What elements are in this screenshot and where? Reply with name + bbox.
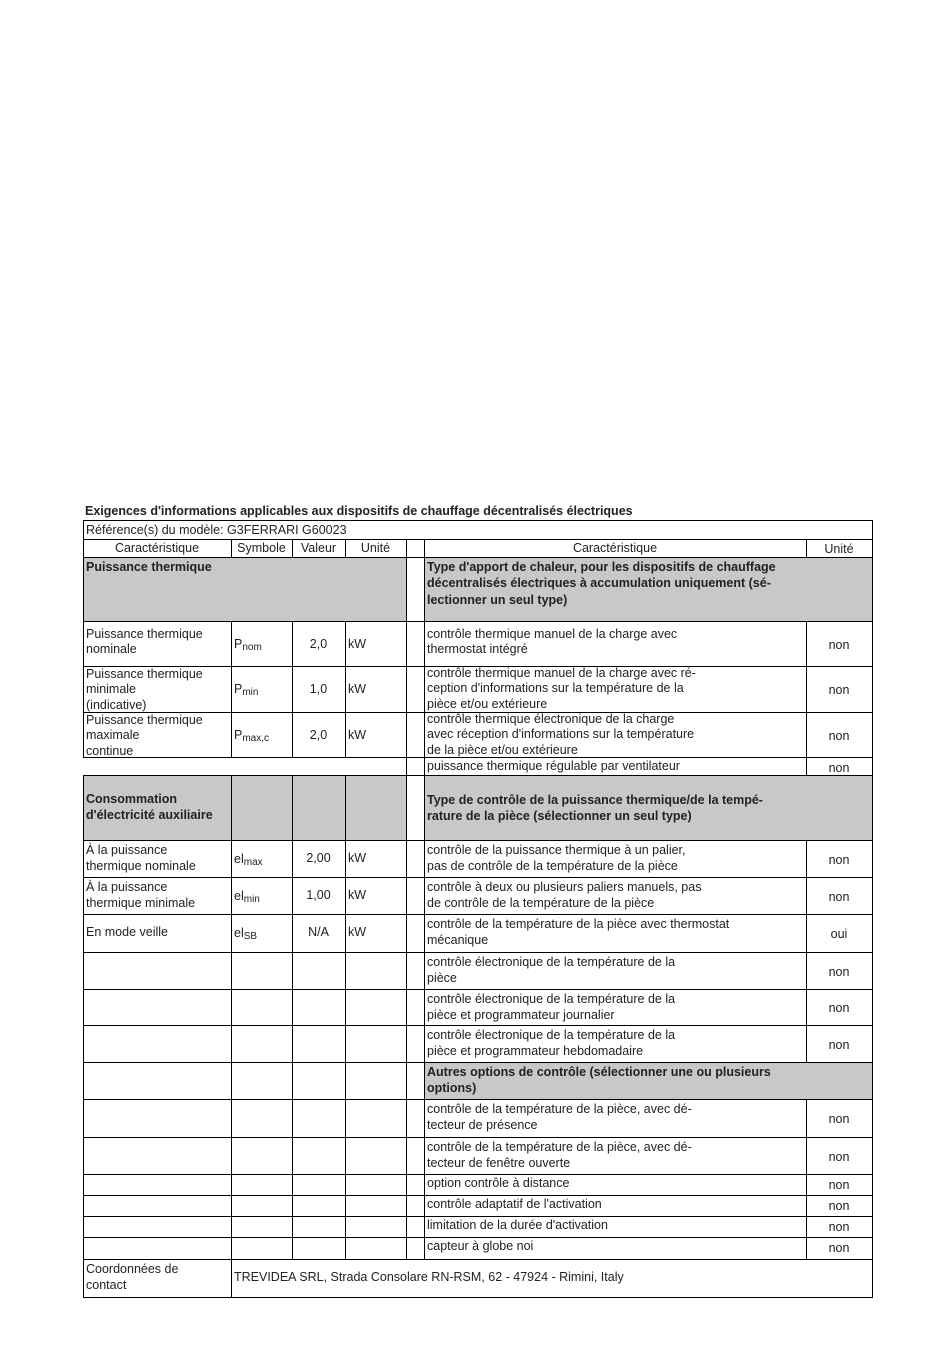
empty-value-cell xyxy=(292,1237,346,1260)
options-empty-value xyxy=(292,1062,346,1100)
option-row-line1: contrôle de la température de la pièce, avec dé- xyxy=(427,1102,692,1116)
aux-symbol xyxy=(234,925,257,945)
empty-value-cell xyxy=(292,1099,346,1138)
contact-label-line1: Coordonnées de xyxy=(86,1262,179,1276)
aux-symbol-sub: SB xyxy=(243,931,258,942)
heat-output-value: 1,0 xyxy=(309,682,328,696)
aux-symbol-sub: min xyxy=(243,893,260,905)
heat-output-label-line2: nominale xyxy=(86,642,137,656)
aux-symbol-main: el xyxy=(234,888,244,903)
control-row-line1: contrôle électronique de la température de la xyxy=(427,1028,676,1042)
empty-unit-cell xyxy=(345,989,407,1026)
aux-symbol xyxy=(234,888,260,908)
option-row-value: non xyxy=(828,1199,850,1213)
empty-unit-cell xyxy=(345,952,407,990)
empty-value-cell xyxy=(292,1137,346,1175)
option-gap-cell xyxy=(406,1174,425,1196)
heat-output-label-line1: Puissance thermique xyxy=(86,713,203,727)
header-left-characteristic-label: Caractéristique xyxy=(114,541,200,555)
aux-unit: kW xyxy=(348,925,367,939)
control-heading-gap xyxy=(406,775,425,841)
aux-unit: kW xyxy=(348,850,367,865)
storage-row-line2: avec réception d'informations sur la température xyxy=(427,727,695,741)
option-row-line1: limitation de la durée d'activation xyxy=(427,1218,608,1232)
storage-row-line2: thermostat intégré xyxy=(427,642,528,656)
option-gap-cell xyxy=(406,1137,425,1175)
aux-symbol-main: el xyxy=(234,851,244,866)
option-row-line1: contrôle de la température de la pièce, avec dé- xyxy=(427,1140,692,1154)
empty-left-cell xyxy=(83,1174,232,1196)
options-heading-line1: Autres options de contrôle (sélectionner une ou plusieurs xyxy=(427,1065,771,1079)
control-row-line2: de contrôle de la température de la pièce xyxy=(427,896,655,910)
heat-output-label-line1: Puissance thermique xyxy=(86,627,203,641)
empty-symbol-cell xyxy=(231,1137,293,1175)
storage-heading-line1: Type d'apport de chaleur, pour les dispositifs de chauffage xyxy=(427,560,776,574)
option-row-value: non xyxy=(828,1178,850,1192)
control-heading-line1: Type de contrôle de la puissance thermique/de la tempé- xyxy=(427,793,763,807)
control-gap-cell xyxy=(406,952,425,990)
empty-left-cell xyxy=(83,989,232,1026)
empty-value-cell xyxy=(292,1195,346,1217)
heat-output-symbol xyxy=(234,727,269,747)
aux-heading-line1: Consommation xyxy=(86,792,177,806)
storage-heading-line3: lectionner un seul type) xyxy=(427,593,568,607)
heat-output-gap-cell xyxy=(406,621,425,667)
heat-output-gap-cell xyxy=(406,712,425,758)
heat-output-label-line1: Puissance thermique xyxy=(86,667,203,681)
empty-symbol-cell xyxy=(231,1216,293,1238)
option-row-line1: contrôle adaptatif de l'activation xyxy=(427,1197,602,1211)
heat-output-value: 2,0 xyxy=(309,636,328,651)
empty-left-cell xyxy=(83,952,232,990)
heat-output-heading-label: Puissance thermique xyxy=(86,560,212,574)
header-unit-label: Unité xyxy=(360,541,391,555)
storage-row-value: non xyxy=(828,728,850,743)
options-empty-left xyxy=(83,1062,232,1100)
heat-output-label-line2: maximale xyxy=(86,728,140,742)
empty-symbol-cell xyxy=(231,1025,293,1063)
control-gap-cell xyxy=(406,877,425,915)
control-row-value: non xyxy=(828,889,850,904)
contact-value: TREVIDEA SRL, Strada Consolare RN-RSM, 62 - 47924 - Rimini, Italy xyxy=(234,1270,624,1284)
empty-left-cell xyxy=(83,1137,232,1175)
option-row-value: non xyxy=(828,1112,850,1126)
aux-label-line1: À la puissance xyxy=(86,843,168,857)
heat-output-symbol-sub: max,c xyxy=(242,732,270,744)
empty-symbol-cell xyxy=(231,989,293,1026)
aux-value: 2,00 xyxy=(306,850,331,865)
storage-row-line1: contrôle thermique manuel de la charge avec xyxy=(427,627,678,641)
empty-symbol-cell xyxy=(231,1195,293,1217)
options-heading-line2: options) xyxy=(427,1081,477,1095)
fan-row-value: non xyxy=(828,761,850,775)
empty-unit-cell xyxy=(345,1195,407,1217)
heat-output-label-line3: (indicative) xyxy=(86,698,147,712)
control-row-line2: pièce et programmateur hebdomadaire xyxy=(427,1044,644,1058)
options-empty-unit xyxy=(345,1062,407,1100)
heat-output-label-line3: continue xyxy=(86,744,134,758)
option-row-line1: option contrôle à distance xyxy=(427,1176,570,1190)
contact-label-line2: contact xyxy=(86,1278,127,1292)
aux-symbol-main: el xyxy=(234,926,244,940)
control-row-line1: contrôle à deux ou plusieurs paliers manuels, pas xyxy=(427,880,702,894)
heat-output-symbol-main: P xyxy=(234,727,243,742)
option-row-line2: tecteur de présence xyxy=(427,1118,538,1132)
aux-symbol-sub: max xyxy=(243,856,263,868)
empty-unit-cell xyxy=(345,1099,407,1138)
control-row-value: oui xyxy=(830,927,848,941)
option-gap-cell xyxy=(406,1195,425,1217)
empty-unit-cell xyxy=(345,1025,407,1063)
empty-symbol-cell xyxy=(231,952,293,990)
option-gap-cell xyxy=(406,1237,425,1260)
heat-output-symbol-main: P xyxy=(234,682,243,696)
aux-label-line2: thermique nominale xyxy=(86,859,196,873)
storage-row-line1: contrôle thermique électronique de la charge xyxy=(427,712,675,726)
aux-heading-unit xyxy=(345,775,407,841)
control-row-value: non xyxy=(828,1037,850,1052)
storage-heading-line2: décentralisés électriques à accumulation uniquement (sé- xyxy=(427,576,771,590)
control-gap-cell xyxy=(406,989,425,1026)
storage-row-value: non xyxy=(828,683,850,697)
aux-heading-symbol xyxy=(231,775,293,841)
heat-output-unit: kW xyxy=(348,682,367,696)
storage-row-line3: de la pièce et/ou extérieure xyxy=(427,743,578,757)
option-gap-cell xyxy=(406,1216,425,1238)
storage-gap xyxy=(406,557,425,622)
aux-label-line1: À la puissance xyxy=(86,880,168,894)
aux-value: 1,00 xyxy=(306,887,331,902)
heat-output-symbol-sub: min xyxy=(242,687,259,698)
aux-unit: kW xyxy=(348,887,367,902)
aux-heading-line2: d'électricité auxiliaire xyxy=(86,808,213,822)
heat-output-symbol xyxy=(234,681,258,701)
aux-symbol xyxy=(234,851,263,871)
empty-left-cell xyxy=(83,1216,232,1238)
control-heading-line2: rature de la pièce (sélectionner un seul type) xyxy=(427,809,692,823)
empty-left-cell xyxy=(83,1195,232,1217)
empty-symbol-cell xyxy=(231,1237,293,1260)
heat-output-symbol xyxy=(234,636,262,656)
options-heading-gap xyxy=(406,1062,425,1100)
storage-row-line2: ception d'informations sur la température de la xyxy=(427,681,684,695)
header-value-label: Valeur xyxy=(300,541,337,555)
control-row-value: non xyxy=(828,1001,850,1015)
aux-label-line2: thermique minimale xyxy=(86,896,196,910)
control-row-line2: pièce xyxy=(427,971,457,985)
option-gap-cell xyxy=(406,1099,425,1138)
header-right-characteristic-label: Caractéristique xyxy=(572,541,658,555)
empty-value-cell xyxy=(292,989,346,1026)
control-row-line1: contrôle de la puissance thermique à un palier, xyxy=(427,843,686,857)
heat-output-unit: kW xyxy=(348,636,367,651)
control-row-line1: contrôle électronique de la température de la xyxy=(427,992,676,1006)
aux-label-line1: En mode veille xyxy=(86,925,168,939)
header-gap xyxy=(406,539,425,558)
heat-output-symbol-main: P xyxy=(234,636,243,651)
heat-output-symbol-sub: nom xyxy=(242,641,262,653)
document-title: Exigences d'informations applicables aux dispositifs de chauffage décentralisés électriques xyxy=(85,504,633,518)
fan-row-label: puissance thermique régulable par ventilateur xyxy=(427,759,680,773)
control-row-line1: contrôle électronique de la température de la xyxy=(427,955,676,969)
heat-output-unit: kW xyxy=(348,727,367,742)
empty-value-cell xyxy=(292,1216,346,1238)
empty-left-cell xyxy=(83,1237,232,1260)
aux-heading-value xyxy=(292,775,346,841)
option-row-value: non xyxy=(828,1149,850,1164)
empty-value-cell xyxy=(292,952,346,990)
ecodesign-info-table xyxy=(83,520,872,1297)
heat-output-value: 2,0 xyxy=(309,727,328,742)
control-gap-cell xyxy=(406,914,425,953)
control-row-value: non xyxy=(828,964,850,979)
storage-row-line1: contrôle thermique manuel de la charge avec ré- xyxy=(427,666,696,680)
control-row-line2: pas de contrôle de la température de la pièce xyxy=(427,859,678,873)
empty-symbol-cell xyxy=(231,1174,293,1196)
control-row-line1: contrôle de la température de la pièce avec thermostat xyxy=(427,917,730,931)
empty-left-cell xyxy=(83,1099,232,1138)
fan-row-gap xyxy=(406,757,425,776)
model-reference: Référence(s) du modèle: G3FERRARI G60023 xyxy=(86,523,347,537)
control-row-line2: pièce et programmateur journalier xyxy=(427,1008,615,1022)
empty-unit-cell xyxy=(345,1174,407,1196)
empty-symbol-cell xyxy=(231,1099,293,1138)
option-row-value: non xyxy=(828,1241,850,1255)
header-symbol-label: Symbole xyxy=(237,541,286,555)
empty-unit-cell xyxy=(345,1237,407,1260)
empty-value-cell xyxy=(292,1025,346,1063)
control-row-line2: mécanique xyxy=(427,933,489,947)
heat-output-gap-cell xyxy=(406,666,425,713)
option-row-line1: capteur à globe noi xyxy=(427,1239,534,1253)
control-gap-cell xyxy=(406,1025,425,1063)
heat-output-label-line2: minimale xyxy=(86,682,137,696)
aux-value: N/A xyxy=(308,925,329,939)
option-row-line2: tecteur de fenêtre ouverte xyxy=(427,1156,571,1170)
control-row-value: non xyxy=(828,852,850,867)
storage-row-line3: pièce et/ou extérieure xyxy=(427,697,548,711)
empty-unit-cell xyxy=(345,1137,407,1175)
storage-row-value: non xyxy=(828,637,850,652)
header-right-unit-label: Unité xyxy=(824,542,854,556)
control-gap-cell xyxy=(406,840,425,878)
option-row-value: non xyxy=(828,1220,850,1234)
empty-value-cell xyxy=(292,1174,346,1196)
options-empty-symbol xyxy=(231,1062,293,1100)
empty-unit-cell xyxy=(345,1216,407,1238)
empty-left-cell xyxy=(83,1025,232,1063)
